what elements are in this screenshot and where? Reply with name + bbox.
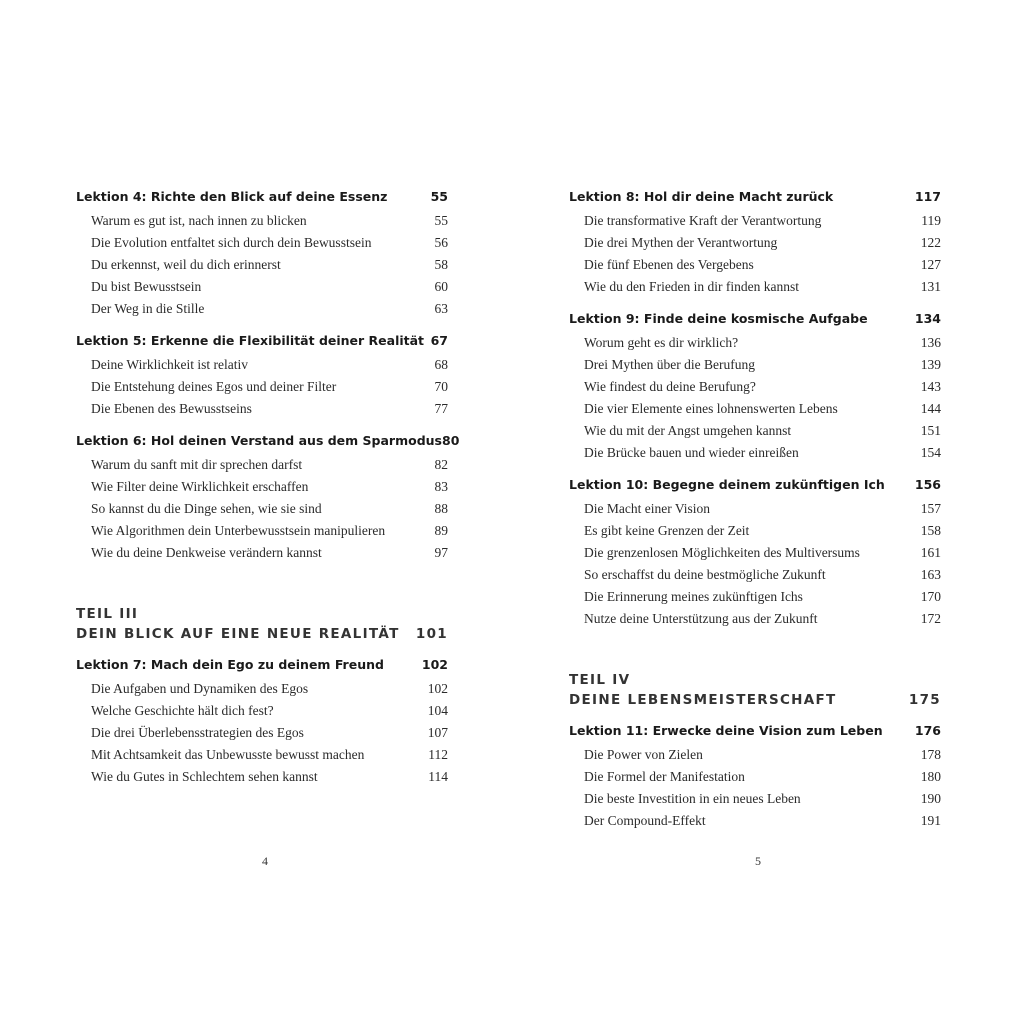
- lesson-heading: [76, 189, 448, 209]
- lesson-title: Lektion 10: Begegne deinem zukünftigen Ich: [569, 477, 885, 492]
- entry-title: Wie findest du deine Berufung?: [584, 379, 756, 394]
- entry-title: Du erkennst, weil du dich erinnerst: [91, 257, 281, 272]
- toc-entry: [569, 257, 941, 277]
- part-number: TEIL III: [76, 606, 139, 622]
- entry-title: Die grenzenlosen Möglichkeiten des Multiversums: [584, 545, 860, 560]
- page-number: 56: [434, 235, 448, 250]
- page-number: 178: [920, 747, 941, 762]
- entry-title: Wie Filter deine Wirklichkeit erschaffen: [91, 479, 309, 494]
- page-number: 143: [920, 379, 941, 394]
- entry-title: Die Formel der Manifestation: [584, 769, 745, 784]
- page-number: 60: [434, 279, 448, 294]
- lesson-heading: [569, 477, 941, 497]
- toc-entry: [569, 279, 941, 299]
- toc-entry: [569, 611, 941, 631]
- page-number: 68: [434, 357, 448, 372]
- page-number: 107: [427, 725, 448, 740]
- page-number: 83: [434, 479, 448, 494]
- part-number: TEIL IV: [569, 672, 631, 688]
- page-number: 157: [920, 501, 941, 516]
- toc-entry: [76, 235, 448, 255]
- entry-title: Mit Achtsamkeit das Unbewusste bewusst machen: [91, 747, 365, 762]
- page-number: 70: [434, 379, 448, 394]
- entry-title: Nutze deine Unterstützung aus der Zukunft: [584, 611, 818, 626]
- toc-entry: [76, 401, 448, 421]
- entry-title: Die drei Überlebensstrategien des Egos: [91, 725, 304, 740]
- page-number: 89: [434, 523, 448, 538]
- toc-entry: [569, 235, 941, 255]
- entry-title: Die beste Investition in ein neues Leben: [584, 791, 801, 806]
- page-number: 158: [920, 523, 941, 538]
- page-number: 63: [434, 301, 448, 316]
- toc-entry: [76, 681, 448, 701]
- part-label: [76, 606, 448, 626]
- toc-entry: [76, 213, 448, 233]
- entry-title: Die Aufgaben und Dynamiken des Egos: [91, 681, 309, 696]
- toc-entry: [76, 501, 448, 521]
- entry-title: Welche Geschichte hält dich fest?: [91, 703, 274, 718]
- lesson-title: Lektion 5: Erkenne die Flexibilität deiner Realität: [76, 333, 425, 348]
- page-number: 102: [427, 681, 448, 696]
- lesson-heading: [76, 333, 448, 353]
- toc-entry: [569, 423, 941, 443]
- page-number: 161: [920, 545, 941, 560]
- lesson-heading: [569, 723, 941, 743]
- toc-entry: [76, 279, 448, 299]
- entry-title: Drei Mythen über die Berufung: [584, 357, 755, 372]
- page-number: 117: [914, 189, 941, 204]
- page-number: 170: [920, 589, 941, 604]
- entry-title: Die fünf Ebenen des Vergebens: [584, 257, 754, 272]
- part-heading: [76, 626, 448, 646]
- toc-entry: [569, 401, 941, 421]
- toc-entry: [76, 301, 448, 321]
- entry-title: Die transformative Kraft der Verantwortung: [584, 213, 822, 228]
- page-number: 82: [434, 457, 448, 472]
- page-number: 131: [920, 279, 941, 294]
- toc-entry: [76, 769, 448, 789]
- toc-entry: [569, 545, 941, 565]
- entry-title: Die Entstehung deines Egos und deiner Filter: [91, 379, 337, 394]
- lesson-title: Lektion 11: Erwecke deine Vision zum Leben: [569, 723, 883, 738]
- page-number: 114: [428, 769, 448, 784]
- part-title: DEIN BLICK AUF EINE NEUE REALITÄT: [76, 626, 400, 642]
- page-folio-right: 5: [755, 854, 761, 868]
- page-number: 151: [920, 423, 941, 438]
- page-number: 58: [434, 257, 448, 272]
- lesson-title: Lektion 4: Richte den Blick auf deine Essenz: [76, 189, 388, 204]
- entry-title: Wie du den Frieden in dir finden kannst: [584, 279, 800, 294]
- entry-title: Die drei Mythen der Verantwortung: [584, 235, 778, 250]
- page-number: 102: [421, 657, 448, 672]
- entry-title: So kannst du die Dinge sehen, wie sie sind: [91, 501, 322, 516]
- lesson-title: Lektion 9: Finde deine kosmische Aufgabe: [569, 311, 868, 326]
- page-number: 175: [908, 692, 941, 708]
- page-number: 136: [920, 335, 941, 350]
- toc-entry: [76, 747, 448, 767]
- entry-title: So erschaffst du deine bestmögliche Zukunft: [584, 567, 826, 582]
- lesson-title: Lektion 7: Mach dein Ego zu deinem Freund: [76, 657, 384, 672]
- toc-entry: [569, 523, 941, 543]
- toc-entry: [76, 725, 448, 745]
- entry-title: Wie du mit der Angst umgehen kannst: [584, 423, 792, 438]
- page-number: 180: [920, 769, 941, 784]
- entry-title: Die Evolution entfaltet sich durch dein Bewusstsein: [91, 235, 372, 250]
- entry-title: Warum du sanft mit dir sprechen darfst: [91, 457, 303, 472]
- page-number: 134: [914, 311, 941, 326]
- entry-title: Der Weg in die Stille: [91, 301, 205, 316]
- toc-entry: [76, 703, 448, 723]
- part-label: [569, 672, 941, 692]
- page-number: 101: [415, 626, 448, 642]
- toc-entry: [569, 791, 941, 811]
- toc-entry: [569, 379, 941, 399]
- lesson-title: Lektion 6: Hol deinen Verstand aus dem Sparmodus: [76, 433, 442, 448]
- lesson-title: Lektion 8: Hol dir deine Macht zurück: [569, 189, 834, 204]
- toc-entry: [76, 479, 448, 499]
- page-number: 88: [434, 501, 448, 516]
- toc-entry: [76, 257, 448, 277]
- toc-entry: [569, 357, 941, 377]
- toc-entry: [569, 567, 941, 587]
- page-number: 119: [921, 213, 941, 228]
- page-number: 191: [920, 813, 941, 828]
- page-number: 163: [920, 567, 941, 582]
- part-heading: [569, 692, 941, 712]
- toc-entry: [569, 445, 941, 465]
- toc-entry: [569, 589, 941, 609]
- page-number: 67: [430, 333, 448, 348]
- page-number: 97: [434, 545, 448, 560]
- toc-entry: [569, 213, 941, 233]
- entry-title: Die vier Elemente eines lohnenswerten Lebens: [584, 401, 838, 416]
- toc-entry: [569, 747, 941, 767]
- page-number: 127: [920, 257, 941, 272]
- page-number: 156: [914, 477, 941, 492]
- toc-entry: [76, 357, 448, 377]
- entry-title: Wie du Gutes in Schlechtem sehen kannst: [91, 769, 318, 784]
- page-folio-left: 4: [262, 854, 268, 868]
- page-number: 190: [920, 791, 941, 806]
- entry-title: Der Compound-Effekt: [584, 813, 706, 828]
- lesson-heading: [569, 311, 941, 331]
- toc-entry: [569, 335, 941, 355]
- page-number: 112: [428, 747, 448, 762]
- entry-title: Die Erinnerung meines zukünftigen Ichs: [584, 589, 803, 604]
- entry-title: Es gibt keine Grenzen der Zeit: [584, 523, 750, 538]
- page-number: 104: [427, 703, 448, 718]
- toc-entry: [76, 523, 448, 543]
- entry-title: Wie du deine Denkweise verändern kannst: [91, 545, 322, 560]
- toc-entry: [569, 501, 941, 521]
- page-number: 139: [920, 357, 941, 372]
- page-number: 154: [920, 445, 941, 460]
- entry-title: Die Macht einer Vision: [584, 501, 711, 516]
- page-number: 55: [430, 189, 448, 204]
- part-title: DEINE LEBENSMEISTERSCHAFT: [569, 692, 837, 708]
- entry-title: Worum geht es dir wirklich?: [584, 335, 739, 350]
- entry-title: Die Power von Zielen: [584, 747, 703, 762]
- page-number: 122: [920, 235, 941, 250]
- lesson-heading: [76, 433, 460, 453]
- lesson-heading: [569, 189, 941, 209]
- page-number: 172: [920, 611, 941, 626]
- entry-title: Deine Wirklichkeit ist relativ: [91, 357, 249, 372]
- toc-entry: [76, 379, 448, 399]
- entry-title: Wie Algorithmen dein Unterbewusstsein manipulieren: [91, 523, 386, 538]
- page-number: 80: [442, 433, 460, 448]
- entry-title: Die Ebenen des Bewusstseins: [91, 401, 252, 416]
- entry-title: Du bist Bewusstsein: [91, 279, 202, 294]
- toc-entry: [76, 457, 448, 477]
- lesson-heading: [76, 657, 448, 677]
- page-number: 176: [914, 723, 941, 738]
- entry-title: Warum es gut ist, nach innen zu blicken: [91, 213, 307, 228]
- page-number: 144: [920, 401, 941, 416]
- entry-title: Die Brücke bauen und wieder einreißen: [584, 445, 799, 460]
- toc-entry: [76, 545, 448, 565]
- page-number: 77: [434, 401, 448, 416]
- toc-entry: [569, 769, 941, 789]
- page-number: 55: [434, 213, 448, 228]
- toc-entry: [569, 813, 941, 833]
